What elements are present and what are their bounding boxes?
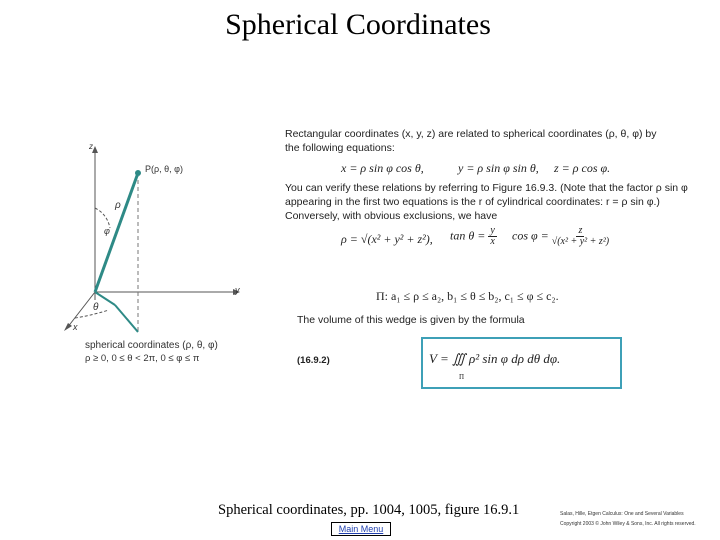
credit-line-2: Copyright 2003 © John Wiley & Sons, Inc. All rights reserved. (560, 521, 696, 527)
wedge-definition: Π: a₁ ≤ ρ ≤ a₂, b₁ ≤ θ ≤ b₂, c₁ ≤ φ ≤ c₂. (376, 289, 559, 303)
tan-theta-prefix: tan θ = (450, 228, 486, 243)
x-arrow (64, 323, 72, 331)
volume-intro: The volume of this wedge is given by the formula (297, 314, 525, 326)
theta-label: θ (93, 302, 99, 313)
x-axis (67, 292, 95, 328)
volume-formula-box (421, 337, 622, 389)
phi-arc (95, 208, 110, 228)
credit-line-1: Salas, Hille, Etgen Calculus: One and Several Variables (560, 511, 684, 517)
equation-x: x = ρ sin φ cos θ, (341, 161, 424, 175)
cos-phi-fraction (552, 226, 609, 247)
equation-z: z = ρ cos φ. (554, 161, 611, 175)
rho-vector (95, 173, 138, 292)
figure-drawing (55, 140, 275, 370)
tan-theta-fraction (488, 226, 496, 247)
page-title: Spherical Coordinates (225, 8, 491, 41)
equation-number: (16.9.2) (297, 355, 330, 366)
cos-phi-numerator: z (578, 225, 583, 236)
cos-phi-denominator: √(x² + y² + z²) (551, 236, 610, 247)
point-label: P(ρ, θ, φ) (145, 164, 183, 174)
region-label: Π (459, 373, 465, 381)
tan-theta-numerator: y (490, 225, 495, 236)
z-axis-label: z (89, 142, 93, 151)
spherical-figure (55, 140, 275, 370)
main-menu-button[interactable]: Main Menu (331, 522, 391, 536)
x-axis-label: x (73, 322, 78, 332)
phi-label: φ (104, 226, 110, 236)
equation-y: y = ρ sin φ sin θ, (458, 161, 539, 175)
y-axis-label: y (235, 285, 240, 295)
equation-rho: ρ = √(x² + y² + z²), (341, 232, 433, 246)
volume-formula: V = ∭ ρ² sin φ dρ dθ dφ. (429, 351, 561, 366)
projection-line-2 (115, 305, 138, 332)
point-p (135, 170, 141, 176)
intro-line-1: Rectangular coordinates (x, y, z) are related to spherical coordinates (ρ, θ, φ) by (285, 128, 657, 140)
figure-legend-1: spherical coordinates (ρ, θ, φ) (85, 340, 218, 351)
figure-legend-2: ρ ≥ 0, 0 ≤ θ < 2π, 0 ≤ φ ≤ π (85, 353, 200, 364)
verify-line-3: Conversely, with obvious exclusions, we have (285, 210, 498, 222)
equation-cos-phi (512, 226, 609, 247)
figure-caption: Spherical coordinates, pp. 1004, 1005, figure 16.9.1 (218, 502, 520, 518)
tan-theta-denominator: x (490, 236, 495, 247)
verify-line-2: appearing in the first two equations is the r of cylindrical coordinates: r = ρ sin φ.) (285, 196, 660, 208)
intro-line-2: the following equations: (285, 142, 395, 154)
verify-line-1: You can verify these relations by referring to Figure 16.9.3. (Note that the factor ρ sin φ (285, 182, 688, 194)
cos-phi-prefix: cos φ = (512, 228, 549, 243)
rho-label: ρ (115, 200, 121, 211)
equation-tan-theta (450, 226, 497, 247)
